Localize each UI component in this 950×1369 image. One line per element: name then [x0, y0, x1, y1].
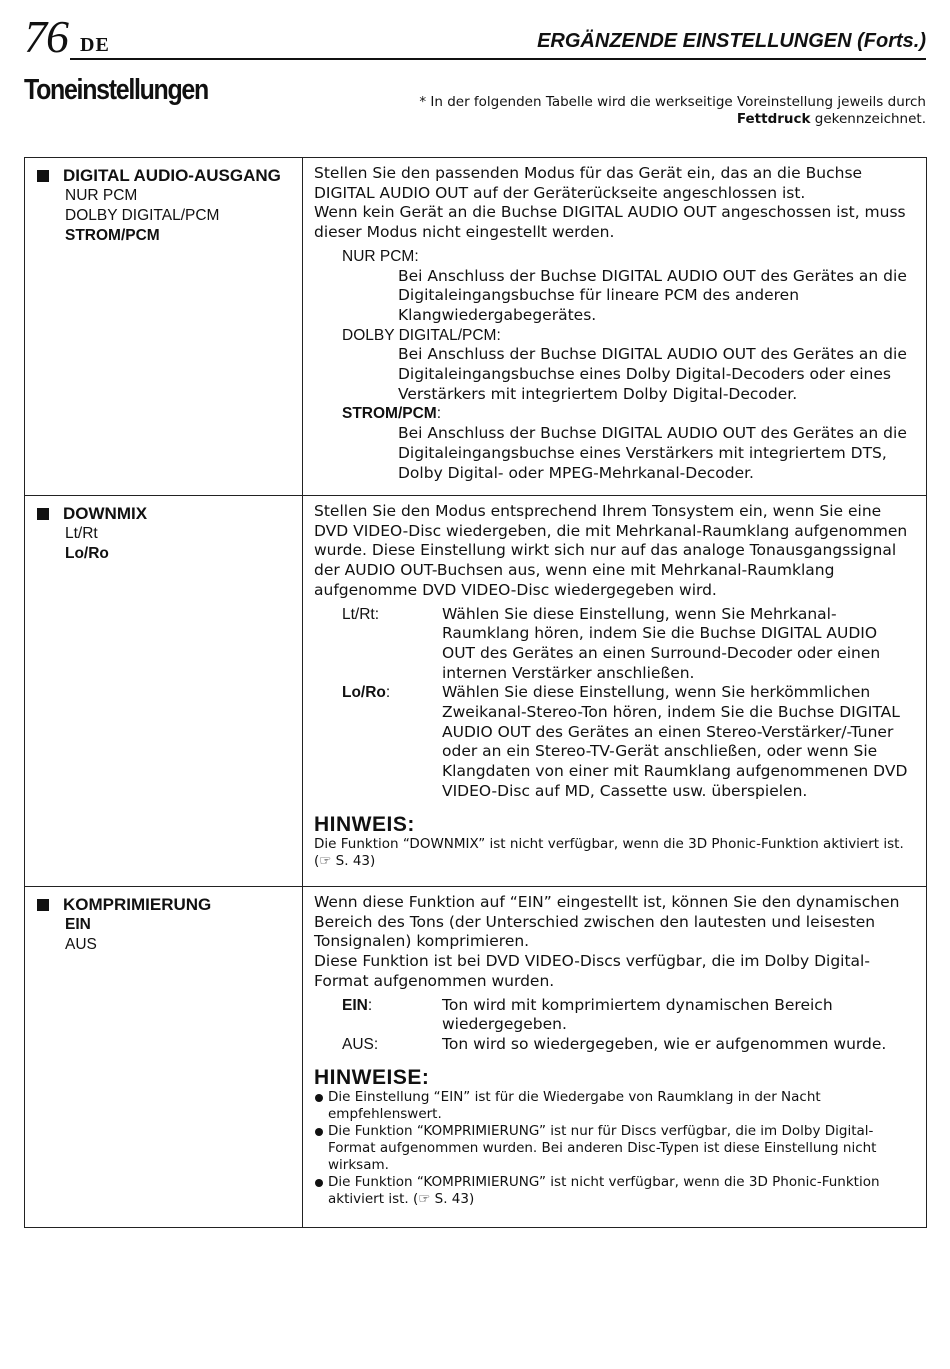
- table-row: [25, 158, 926, 495]
- notes-heading: HINWEISE:: [314, 1065, 430, 1089]
- description-paragraph: Stellen Sie den passenden Modus für das Gerät ein, das an die Buchse DIGITAL AUDIO OUT auf der Geräterückseite angeschlossen ist.: [314, 164, 863, 202]
- section-title: Toneinstellungen: [24, 74, 208, 106]
- setting-name: KOMPRIMIERUNG: [37, 895, 302, 915]
- table-note: [406, 94, 926, 128]
- setting-name: DIGITAL AUDIO-AUSGANG: [37, 166, 302, 186]
- definition-term: AUS:: [342, 1035, 379, 1053]
- setting-cell: [25, 496, 303, 886]
- definition-term: NUR PCM:: [342, 247, 419, 265]
- option-item: NUR PCM: [65, 187, 138, 204]
- table-row: [25, 886, 926, 1227]
- chapter-title: ERGÄNZENDE EINSTELLUNGEN (Forts.): [537, 30, 926, 52]
- description-cell: [303, 496, 926, 886]
- setting-cell: [25, 887, 303, 1227]
- notes-list: [314, 1089, 914, 1208]
- definition-term: Lo/Ro:: [342, 684, 391, 702]
- definition-text: Wählen Sie diese Einstellung, wenn Sie Mehrkanal-Raumklang hören, indem Sie die Buchse DIGITAL AUDIO OUT des Gerätes an einen Surround-Decoder oder einen internen Verstärker anschließen.: [442, 604, 881, 682]
- option-item: AUS: [65, 936, 97, 953]
- description-paragraph: Wenn diese Funktion auf “EIN” eingestellt ist, können Sie den dynamischen Bereich des Tons (der Unterschied zwischen den lautesten und leisesten Tonsignalen) komprimieren.: [314, 893, 900, 951]
- page-number: 76: [24, 11, 68, 62]
- definition-term: Lt/Rt:: [342, 605, 380, 623]
- option-item: Lt/Rt: [65, 525, 98, 542]
- definition-list: [342, 605, 914, 802]
- description-paragraph: Stellen Sie den Modus entsprechend Ihrem Tonsystem ein, wenn Sie eine DVD VIDEO-Disc wiedergeben, die mit Mehrkanal-Raumklang aufgenommen wurde. Diese Einstellung wirkt sich nur auf das analoge Tonausgangssignal der AUDIO OUT-Buchsen aus, wenn eine mit Mehrkanal-Raumklang aufgenomme DVD VIDEO-Disc wiedergegeben wird.: [314, 502, 908, 599]
- definition-text: Ton wird so wiedergegeben, wie er aufgenommen wurde.: [442, 1034, 887, 1053]
- setting-name: DOWNMIX: [37, 504, 302, 524]
- note-text: Die Funktion “DOWNMIX” ist nicht verfügbar, wenn die 3D Phonic-Funktion aktiviert ist. (☞ S. 43): [314, 835, 904, 869]
- definition-list: [342, 996, 914, 1055]
- setting-cell: [25, 158, 303, 495]
- definition-text: Wählen Sie diese Einstellung, wenn Sie herkömmlichen Zweikanal-Stereo-Ton hören, indem Sie die Buchse DIGITAL AUDIO OUT des Gerätes an einen Stereo-Verstärker/-Tuner oder an ein Stereo-TV-Gerät anschließen, oder wenn Sie Klangdaten von einer mit Raumklang aufgenommenen DVD VIDEO-Disc auf MD, Cassette usw. überspielen.: [442, 683, 908, 800]
- definition-text: Ton wird mit komprimiertem dynamischen Bereich wiedergegeben.: [442, 995, 833, 1034]
- square-bullet-icon: [37, 170, 49, 182]
- note-heading: HINWEIS:: [314, 812, 415, 836]
- description-cell: [303, 158, 926, 495]
- definition-text: Bei Anschluss der Buchse DIGITAL AUDIO OUT des Gerätes an die Digitaleingangsbuchse eines Dolby Digital-Decoders oder eines Verstärkers mit integriertem Dolby Digital-Decoder.: [398, 345, 907, 403]
- option-item: DOLBY DIGITAL/PCM: [65, 207, 220, 224]
- option-item-default: EIN: [65, 916, 91, 933]
- list-item: Die Funktion “KOMPRIMIERUNG” ist nicht verfügbar, wenn die 3D Phonic-Funktion aktiviert ist. (☞ S. 43): [314, 1174, 914, 1208]
- language-code: DE: [80, 34, 110, 56]
- table-note-prefix: * In der folgenden Tabelle wird die werkseitige Voreinstellung jeweils durch: [419, 94, 926, 110]
- option-item-default: Lo/Ro: [65, 545, 109, 562]
- description-cell: [303, 887, 926, 1227]
- definition-term: STROM/PCM:: [342, 405, 442, 423]
- table-note-bold: Fettdruck: [736, 111, 811, 127]
- definition-term: DOLBY DIGITAL/PCM:: [342, 326, 501, 344]
- definition-text: Bei Anschluss der Buchse DIGITAL AUDIO OUT des Gerätes an die Digitaleingangsbuchse eines Verstärkers mit integriertem DTS, Dolby Digital- oder MPEG-Mehrkanal-Decoder.: [398, 424, 907, 482]
- description-paragraph: Wenn kein Gerät an die Buchse DIGITAL AUDIO OUT angeschossen ist, muss dieser Modus nicht eingestellt werden.: [314, 203, 906, 242]
- page-reference: (☞ S. 43): [314, 852, 376, 869]
- page-header: [24, 11, 926, 62]
- table-note-suffix: gekennzeichnet.: [810, 111, 926, 127]
- option-item-default: STROM/PCM: [65, 227, 160, 244]
- square-bullet-icon: [37, 899, 49, 911]
- header-rule: [70, 58, 926, 60]
- description-paragraph: Diese Funktion ist bei DVD VIDEO-Discs verfügbar, die im Dolby Digital-Format aufgenommen wurden.: [314, 952, 870, 990]
- definition-term: EIN:: [342, 996, 373, 1014]
- table-row: [25, 495, 926, 886]
- definition-text: Bei Anschluss der Buchse DIGITAL AUDIO OUT des Gerätes an die Digitaleingangsbuchse für lineare PCM des anderen Klangwiedergabegerätes.: [398, 266, 907, 324]
- settings-table: [24, 157, 927, 1228]
- list-item: Die Einstellung “EIN” ist für die Wiedergabe von Raumklang in der Nacht empfehlenswert.: [314, 1089, 914, 1123]
- square-bullet-icon: [37, 508, 49, 520]
- list-item: Die Funktion “KOMPRIMIERUNG” ist nur für Discs verfügbar, die im Dolby Digital-Format aufgenommen wurden. Bei anderen Disc-Typen ist diese Einstellung nicht wirksam.: [314, 1123, 914, 1174]
